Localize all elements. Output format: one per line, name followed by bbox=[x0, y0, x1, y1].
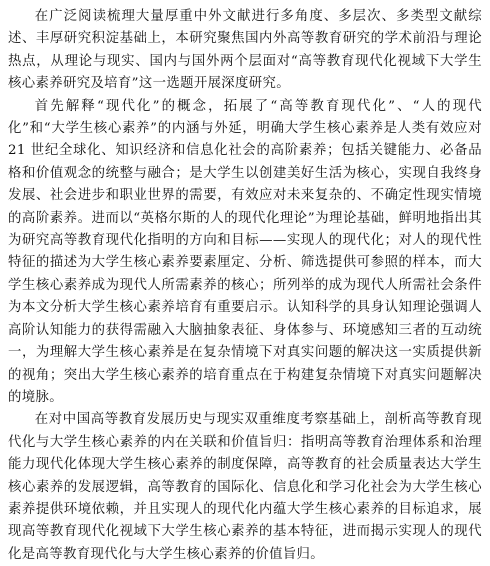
paragraph-research-overview: 在广泛阅读梳理大量厚重中外文献进行多角度、多层次、多类型文献综述、丰厚研究积淀基础上，本研究聚焦国内外高等教育研究的学术前沿与理论热点，从理论与现实、国内与国外两个层面对“高等教育现代化视域下大学生核心素养研究及培育”这一选题开展深度研究。 bbox=[8, 9, 482, 92]
paragraph-concepts-and-theory: 首先解释“现代化”的概念，拓展了“高等教育现代化”、“人的现代化”和“大学生核心素养”的内涵与外延，明确大学生核心素养是人类有效应对 21 世纪全球化、知识经济和信息化社会的高阶素养；包括关键能力、必备品格和价值观念的统整与融合；是大学生以创建美好生活为核心，实现自我终身发展、社会进步和职业世界的需要，有效应对未来复杂的、不确定性现实情境的高阶素养。进而以“英格尔斯的人的现代化理论”为理论基础，鲜明地指出其为研究高等教育现代化指明的方向和目标——实现人的现代化；对人的现代性特征的描述为大学生核心素养要素厘定、分析、筛选提供可参照的样本，而大学生核心素养成为现代人所需素养的核心；所列举的成为现代人所需社会条件为本文分析大学生核心素养培育有重要启示。认知科学的具身认知理论强调人高阶认知能力的获得需融入大脑抽象表征、身体参与、环境感知三者的互动统一，为理解大学生核心素养是在复杂情境下对真实问题的解决这一实质提供新的视角；突出大学生核心素养的培育重点在于构建复杂情境下对真实问题解决的境脉。 bbox=[8, 98, 482, 405]
paragraph-value-orientation: 在对中国高等教育发展历史与现实双重维度考察基础上，剖析高等教育现代化与大学生核心素养的内在关联和价值旨归：指明高等教育治理体系和治理能力现代化体现大学生核心素养的制度保障，高等教育的社会质量表达大学生核心素养的发展逻辑，高等教育的国际化、信息化和学习化社会为大学生核心素养提供环境依赖，并且实现人的现代化内蕴大学生核心素养的目标追求，展现高等教育现代化视域下大学生核心素养的基本特征，进而揭示实现人的现代化是高等教育现代化与大学生核心素养的价值旨归。 bbox=[8, 412, 482, 562]
